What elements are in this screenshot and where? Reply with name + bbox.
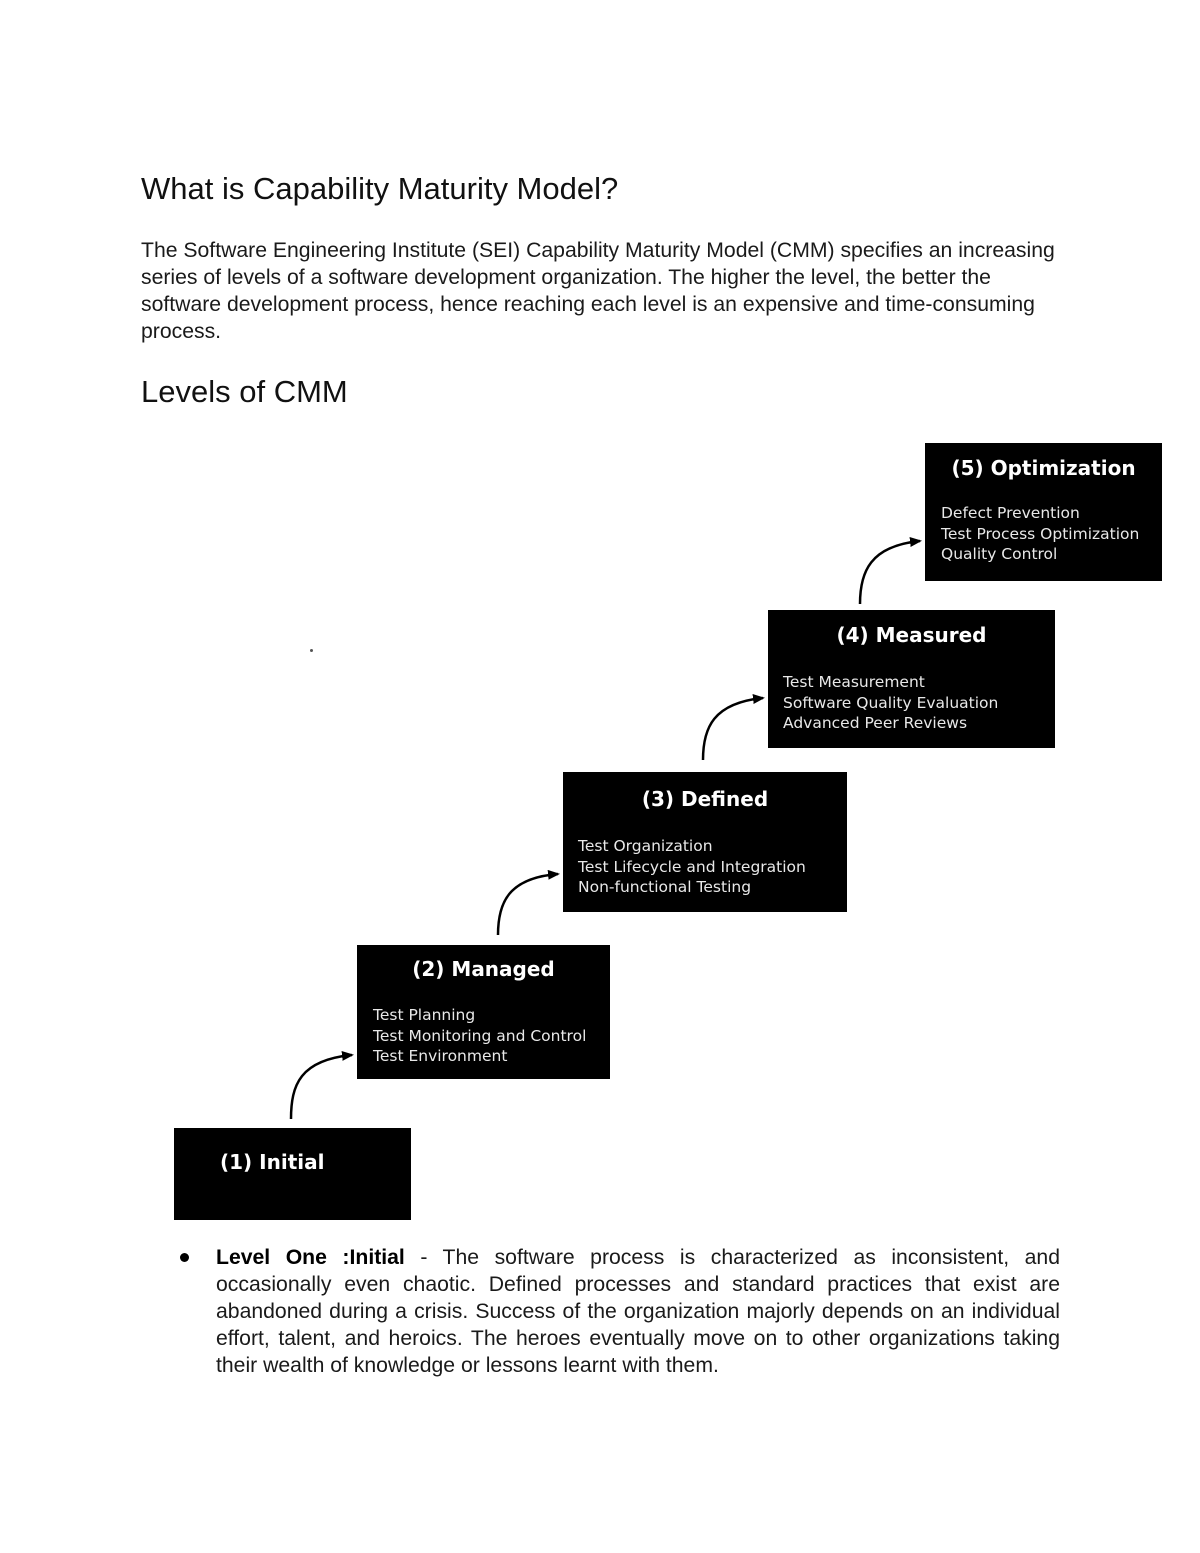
bullet-icon [180, 1253, 189, 1262]
list-item [180, 1244, 1060, 1379]
bullet-lead: Level One :Initial [216, 1246, 405, 1269]
level-descriptions-list [180, 1244, 1060, 1379]
level-5-item: Test Process Optimization [941, 524, 1140, 543]
level-3-item: Test Organization [578, 837, 713, 855]
level-3-item: Test Lifecycle and Integration [578, 857, 806, 876]
arrow-level-2-to-3 [498, 874, 558, 935]
intro-paragraph: The Software Engineering Institute (SEI) Capability Maturity Model (CMM) specifies an increasing series of levels of a software development organization. The higher the level, the better the software development process, hence reaching each level is an expensive and time-consuming process. [141, 239, 1055, 343]
level-2-box [357, 945, 610, 1079]
stray-dot [310, 649, 313, 652]
level-2-title: (2) Managed [412, 957, 555, 981]
level-1-title: (1) Initial [220, 1150, 325, 1174]
level-4-box [768, 610, 1055, 748]
level-2-item: Test Planning [373, 1006, 476, 1024]
level-5-box [925, 443, 1162, 581]
level-2-items [373, 1005, 586, 1067]
level-4-item: Software Quality Evaluation [783, 693, 999, 712]
level-2-item: Test Environment [373, 1047, 508, 1065]
arrow-level-3-to-4 [703, 698, 763, 760]
level-4-item: Test Measurement [783, 673, 925, 691]
level-5-items [941, 503, 1139, 565]
section-title-levels: Levels of CMM [141, 374, 348, 409]
level-5-item: Quality Control [941, 545, 1058, 563]
level-2-item: Test Monitoring and Control [373, 1026, 587, 1045]
level-4-item: Advanced Peer Reviews [783, 714, 968, 732]
level-5-item: Defect Prevention [941, 504, 1080, 522]
level-3-title: (3) Defined [641, 787, 769, 811]
arrow-level-1-to-2 [291, 1055, 352, 1119]
level-1-box [174, 1128, 411, 1220]
page-title: What is Capability Maturity Model? [141, 171, 619, 206]
level-3-box [563, 772, 847, 912]
bullet-text: - The software process is characterized as inconsistent, and occasionally even chaotic. Defined processes and standard practices that exist are abandoned during a crisis. Success of the organization majorly depends on an individual effort, talent, and heroics. The heroes eventually move on to other organizations taking their wealth of knowledge or lessons learnt with them. [216, 1246, 1060, 1377]
level-4-title: (4) Measured [836, 623, 987, 647]
arrow-level-4-to-5 [860, 541, 920, 604]
level-4-items [783, 672, 998, 734]
level-5-title: (5) Optimization [951, 456, 1136, 480]
level-3-items [578, 836, 806, 898]
level-3-item: Non-functional Testing [578, 878, 752, 896]
